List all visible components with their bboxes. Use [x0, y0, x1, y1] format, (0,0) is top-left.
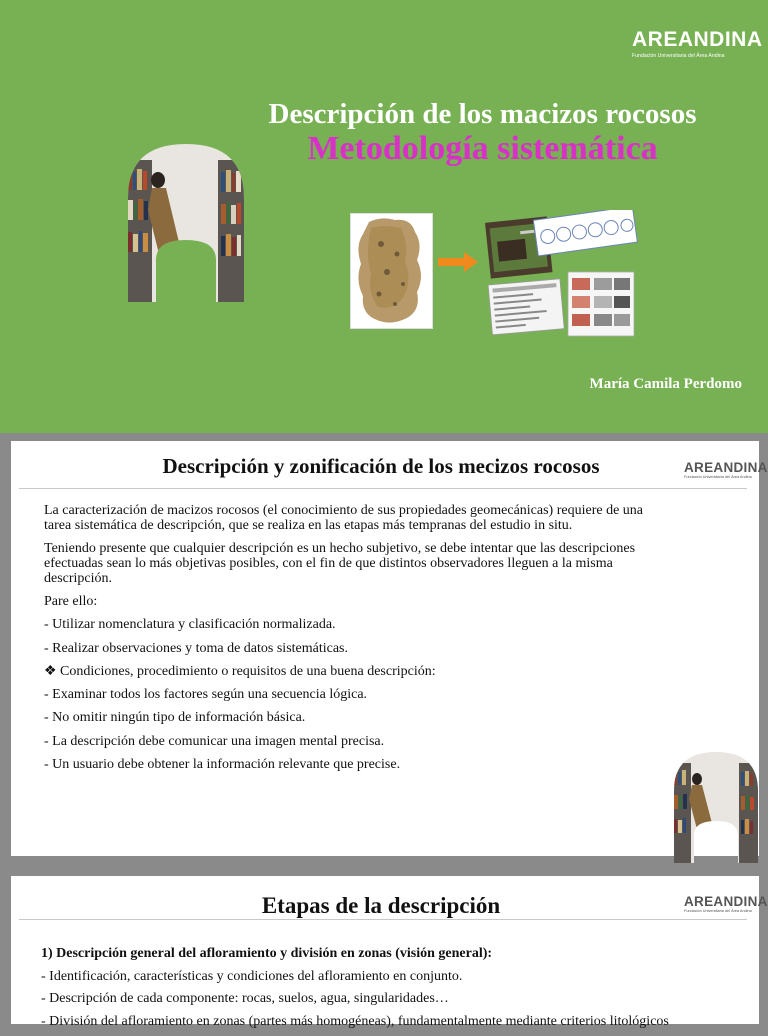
body-line: - Utilizar nomenclatura y clasificación normalizada. [44, 617, 336, 633]
areandina-logo [632, 28, 763, 59]
stages-slide [11, 876, 768, 1029]
title-divider [19, 919, 747, 920]
logo-name: AREANDINA [684, 894, 768, 909]
body-line: - Examinar todos los factores según una secuencia lógica. [44, 687, 368, 703]
body-line: - Descripción de cada componente: rocas, suelos, agua, singularidades… [41, 991, 449, 1007]
library-arch-image [671, 749, 761, 863]
stage-heading: 1) Descripción general del afloramiento y división en zonas (visión general): [41, 946, 493, 961]
logo-tagline: Fundación Universitaria del Área Andina [632, 53, 725, 59]
cover-subtitle: Metodología sistemática [307, 130, 658, 167]
author-name: María Camila Perdomo [589, 376, 742, 392]
body-line: - La descripción debe comunicar una imagen mental precisa. [44, 733, 385, 749]
body-line: - Identificación, características y condiciones del afloramiento en conjunto. [41, 968, 463, 984]
description-slide [11, 441, 768, 856]
field-data-collage-image [484, 210, 639, 338]
body-line: - Un usuario debe obtener la información relevante que precise. [44, 757, 401, 773]
body-line: Pare ello: [44, 594, 98, 609]
body-line: - No omitir ningún tipo de información básica. [44, 710, 306, 726]
arrow-right-icon [436, 251, 480, 273]
areandina-logo [684, 894, 768, 913]
logo-name: AREANDINA [632, 28, 763, 51]
cover-title: Descripción de los macizos rocosos [268, 98, 697, 130]
rock-specimen-image [350, 213, 433, 329]
slide-title: Descripción y zonificación de los mecizos rocosos [162, 454, 600, 478]
logo-tagline: Fundación Universitaria del Área Andina [684, 909, 752, 913]
paragraph: Teniendo presente que cualquier descripción es un hecho subjetivo, se debe intentar que las descripciones efectuadas sean lo más objetivas posibles, con el fin de que distintos observadores lleguen a la misma descripción. [44, 541, 636, 586]
areandina-logo [684, 460, 768, 479]
paragraph: La caracterización de macizos rocosos (el conocimiento de sus propiedades geomecánicas) requiere de una tarea sistemática de descripción, que se realiza en las etapas más tempranas del estudio in situ. [44, 503, 643, 533]
body-line: - División del afloramiento en zonas (partes más homogéneas), fundamentalmente mediante criterios litológicos [41, 1013, 669, 1029]
cover-slide [0, 0, 768, 433]
logo-tagline: Fundación Universitaria del Área Andina [684, 475, 752, 479]
slide-body [41, 946, 741, 1036]
slide-body [44, 503, 654, 780]
body-line: ❖ Condiciones, procedimiento o requisitos de una buena descripción: [44, 663, 436, 679]
library-arch-image [124, 140, 248, 302]
logo-name: AREANDINA [684, 460, 768, 475]
title-divider [19, 488, 747, 489]
body-line: - Realizar observaciones y toma de datos sistemáticas. [44, 640, 349, 656]
slide-title: Etapas de la descripción [261, 893, 501, 918]
